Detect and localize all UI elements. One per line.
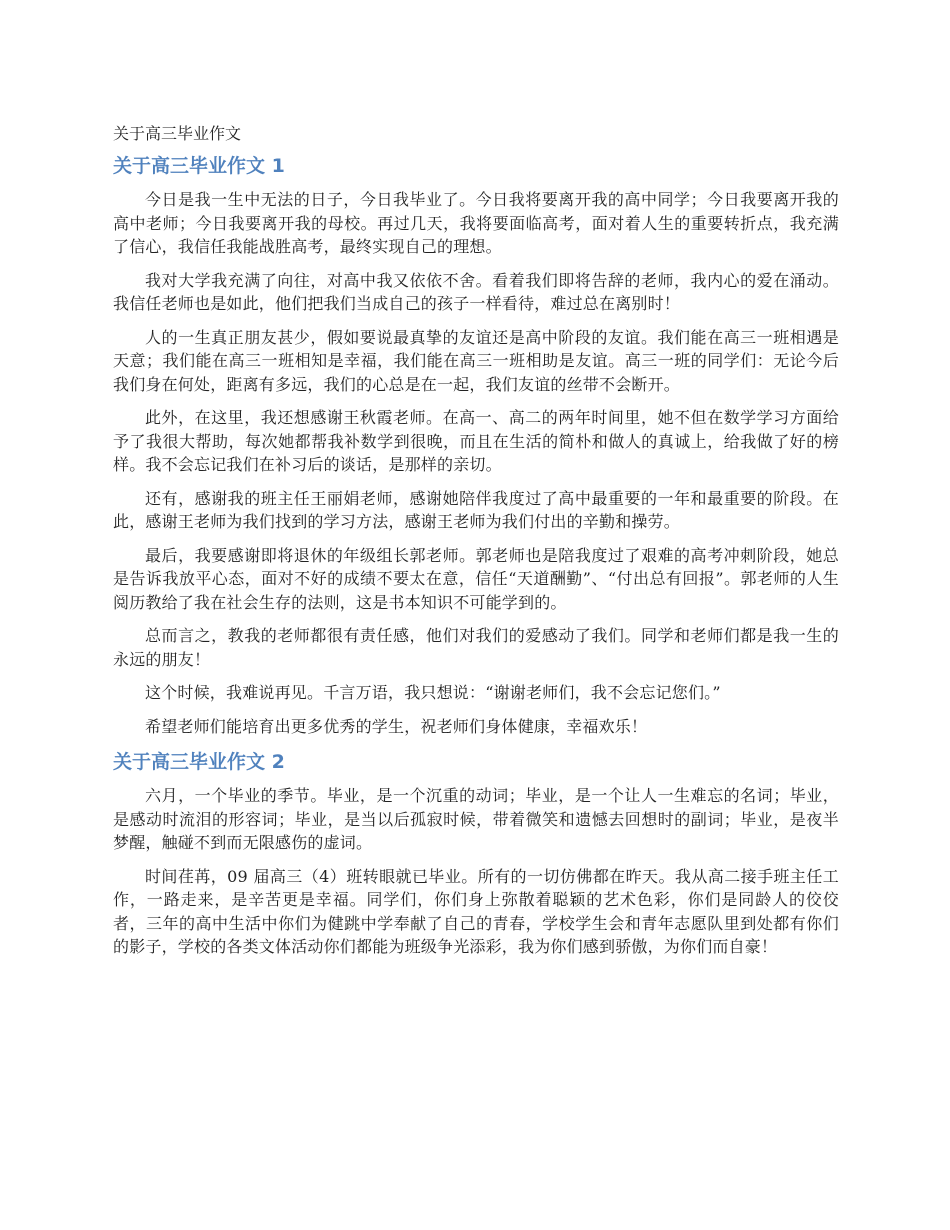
paragraph: 六月，一个毕业的季节。毕业，是一个沉重的动词；毕业，是一个让人一生难忘的名词；毕业，是感动时流泪的形容词；毕业，是当以后孤寂时候，带着微笑和遗憾去回想时的副词；毕业，是夜半梦醒，触碰不到而无限感伤的虚词。: [113, 786, 839, 852]
document-page: [113, 122, 839, 969]
paragraph: 人的一生真正朋友甚少，假如要说最真挚的友谊还是高中阶段的友谊。我们能在高三一班相遇是天意；我们能在高三一班相知是幸福，我们能在高三一班相助是友谊。高三一班的同学们：无论今后我们身在何处，距离有多远，我们的心总是在一起，我们友谊的丝带不会断开。: [113, 327, 839, 394]
paragraph: 这个时候，我难说再见。千言万语，我只想说：“谢谢老师们，我不会忘记您们。”: [145, 683, 721, 702]
document-title: 关于高三毕业作文: [113, 124, 242, 143]
section-2: [113, 748, 839, 959]
paragraph: 总而言之，教我的老师都很有责任感，他们对我们的爱感动了我们。同学和老师们都是我一生的永远的朋友！: [113, 626, 839, 669]
section-heading: 关于高三毕业作文 2: [113, 751, 285, 773]
paragraph: 此外，在这里，我还想感谢王秋霞老师。在高一、高二的两年时间里，她不但在数学学习方面给予了我很大帮助，每次她都帮我补数学到很晚，而且在生活的简朴和做人的真诚上，给我做了好的榜样。我不会忘记我们在补习后的谈话，是那样的亲切。: [113, 408, 839, 474]
paragraph: 希望老师们能培育出更多优秀的学生，祝老师们身体健康，幸福欢乐！: [145, 716, 648, 736]
paragraph: 还有，感谢我的班主任王丽娟老师，感谢她陪伴我度过了高中最重要的一年和最重要的阶段。在此，感谢王老师为我们找到的学习方法，感谢王老师为我们付出的辛勤和操劳。: [113, 488, 839, 531]
paragraph: 我对大学我充满了向往，对高中我又依依不舍。看着我们即将告辞的老师，我内心的爱在涌动。我信任老师也是如此，他们把我们当成自己的孩子一样看待，难过总在离别时！: [113, 270, 839, 313]
paragraph: 最后，我要感谢即将退休的年级组长郭老师。郭老师也是陪我度过了艰难的高考冲刺阶段，她总是告诉我放平心态，面对不好的成绩不要太在意，信任“天道酬勤”、“付出总有回报”。郭老师的人生阅历教给了我在社会生存的法则，这是书本知识不可能学到的。: [113, 545, 839, 612]
section-heading: 关于高三毕业作文 1: [113, 155, 285, 177]
section-1: [113, 152, 839, 738]
paragraph: 时间荏苒，09 届高三（4）班转眼就已毕业。所有的一切仿佛都在昨天。我从高二接手班主任工作，一路走来，是辛苦更是幸福。同学们，你们身上弥散着聪颖的艺术色彩，你们是同龄人的佼佼者，三年的高中生活中你们为健跳中学奉献了自己的青春，学校学生会和青年志愿队里到处都有你们的影子，学校的各类文体活动你们都能为班级争光添彩，我为你们感到骄傲，为你们而自豪！: [113, 866, 839, 956]
paragraph: 今日是我一生中无法的日子，今日我毕业了。今日我将要离开我的高中同学；今日我要离开我的高中老师；今日我要离开我的母校。再过几天，我将要面临高考，面对着人生的重要转折点，我充满了信心，我信任我能战胜高考，最终实现自己的理想。: [113, 190, 839, 256]
